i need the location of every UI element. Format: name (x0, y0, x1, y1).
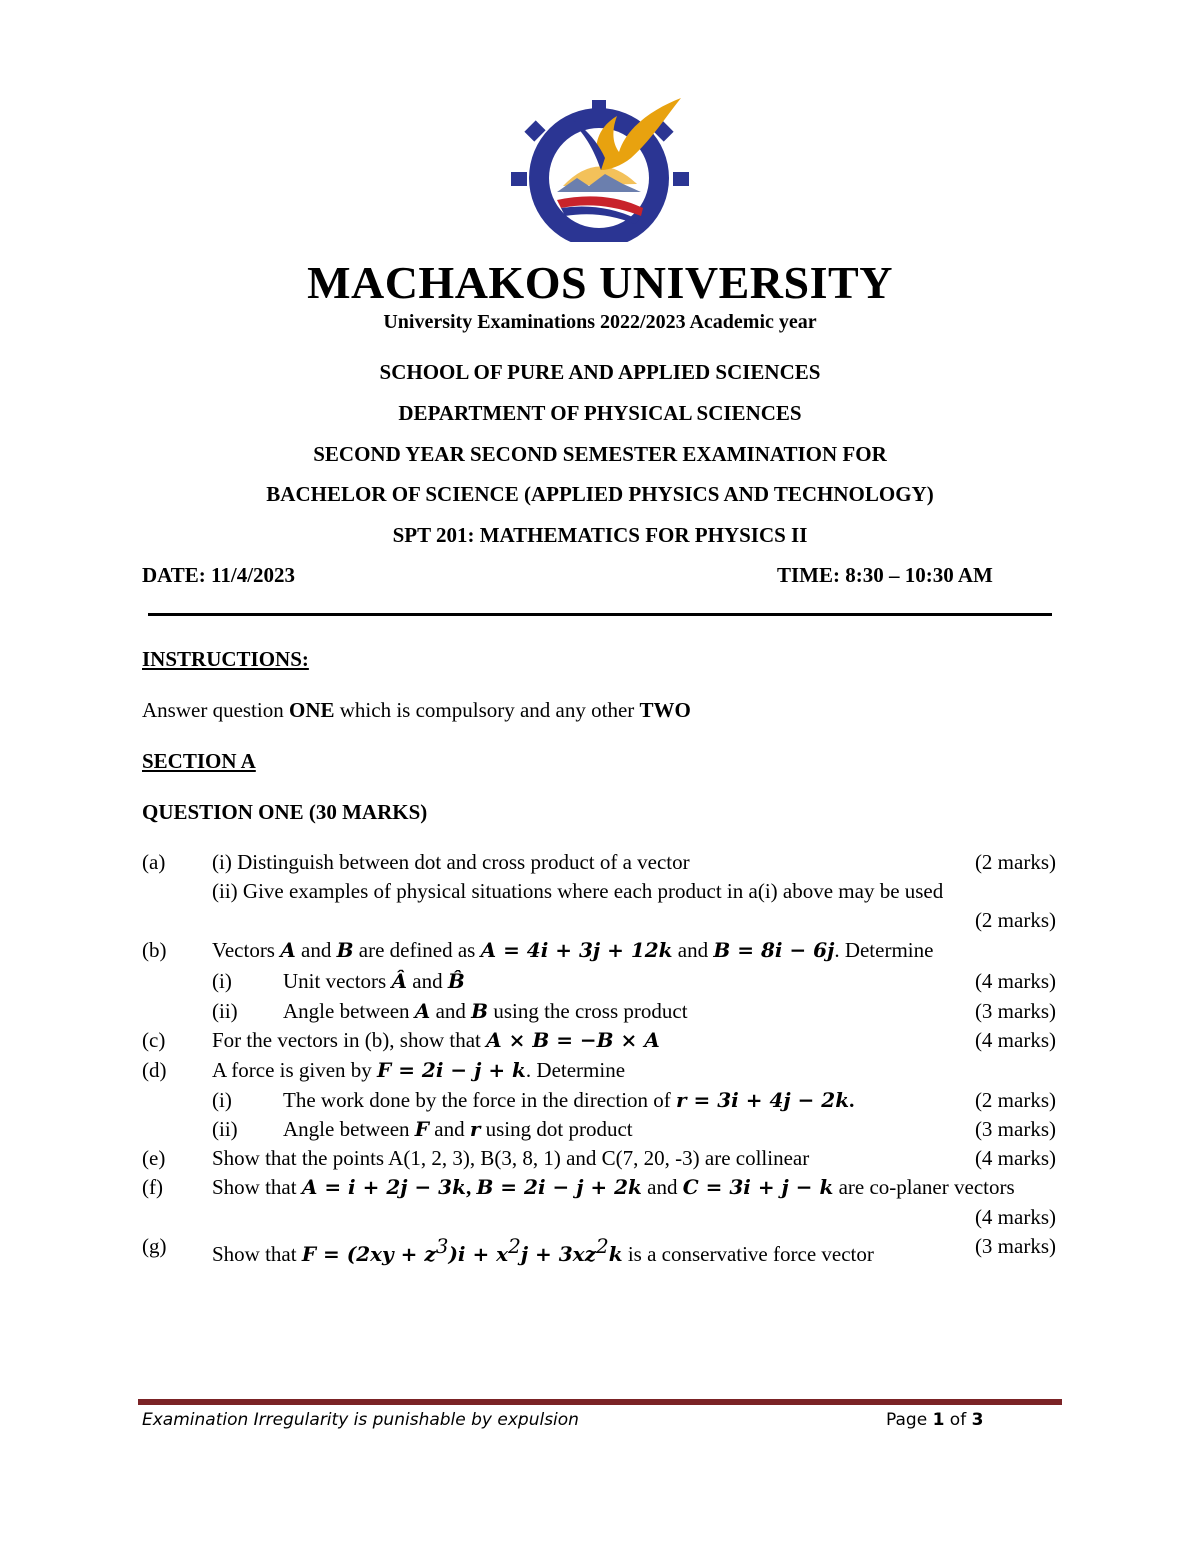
department-name: DEPARTMENT OF PHYSICAL SCIENCES (398, 401, 802, 425)
q-c-text: For the vectors in (b), show that A × B = −B × A (212, 1028, 660, 1052)
q-a-ii: (ii) Give examples of physical situations where each product in a(i) above may be used (212, 879, 944, 903)
q-e-text: Show that the points A(1, 2, 3), B(3, 8, 1) and C(7, 20, -3) are collinear (212, 1146, 810, 1170)
programme-name: BACHELOR OF SCIENCE (APPLIED PHYSICS AND TECHNOLOGY) (266, 482, 934, 506)
exam-time: TIME: 8:30 – 10:30 AM (777, 563, 993, 587)
page-number: Page 1 of 3 (886, 1410, 984, 1430)
q-a-label: (a) (142, 850, 166, 874)
q-b-label: (b) (142, 938, 167, 962)
exam-date: DATE: 11/4/2023 (142, 563, 296, 587)
q-b-i-text: Unit vectors Â and B̂ (283, 969, 465, 993)
q-f-marks: (4 marks) (974, 1205, 1056, 1229)
q-d-i-marks: (2 marks) (974, 1088, 1056, 1112)
q-b-ii-marks: (3 marks) (974, 999, 1056, 1023)
q-e-marks: (4 marks) (974, 1146, 1056, 1170)
footer-note: Examination Irregularity is punishable by expulsion (142, 1410, 579, 1430)
exam-year: University Examinations 2022/2023 Academic year (383, 311, 817, 333)
university-logo (505, 96, 695, 242)
school-name: SCHOOL OF PURE AND APPLIED SCIENCES (379, 360, 821, 384)
q-g-label: (g) (142, 1234, 167, 1258)
course-title: SPT 201: MATHEMATICS FOR PHYSICS II (392, 523, 808, 547)
section-heading: SECTION A (142, 749, 256, 773)
university-title: MACHAKOS UNIVERSITY (307, 257, 893, 308)
q-d-i-text: The work done by the force in the direction of r = 3i + 4j − 2k. (283, 1088, 855, 1112)
instructions-heading: INSTRUCTIONS: (142, 647, 309, 671)
q-c-marks: (4 marks) (974, 1028, 1056, 1052)
q-f-label: (f) (142, 1175, 163, 1199)
question-heading: QUESTION ONE (30 MARKS) (142, 800, 428, 824)
q-b-ii-text: Angle between A and B using the cross product (283, 999, 688, 1023)
instructions-text: Answer question ONE which is compulsory and any other TWO (142, 698, 691, 722)
q-d-i-label: (i) (212, 1088, 232, 1112)
q-e-label: (e) (142, 1146, 166, 1170)
q-d-ii-label: (ii) (212, 1117, 238, 1141)
q-a-ii-marks: (2 marks) (974, 908, 1056, 932)
q-g-marks: (3 marks) (974, 1234, 1056, 1258)
q-f-text: Show that A = i + 2j − 3k, B = 2i − j + 2k and C = 3i + j − k are co-planer vectors (212, 1175, 1015, 1199)
q-d-ii-text: Angle between F and r using dot product (283, 1117, 633, 1141)
q-d-label: (d) (142, 1058, 167, 1082)
q-b-text: Vectors A and B are defined as A = 4i + 3j + 12k and B = 8i − 6j. Determine (212, 938, 934, 962)
q-d-text: A force is given by F = 2i − j + k. Determine (212, 1058, 626, 1082)
q-b-i-label: (i) (212, 969, 232, 993)
q-g-text: Show that $F = (2xy + z^3)i + x^2j + 3xz^2k$ is a conservative force vector (212, 1234, 874, 1266)
header-divider (148, 613, 1052, 616)
q-d-ii-marks: (3 marks) (974, 1117, 1056, 1141)
q-c-label: (c) (142, 1028, 166, 1052)
q-b-ii-label: (ii) (212, 999, 238, 1023)
footer-rule (138, 1399, 1062, 1405)
q-b-i-marks: (4 marks) (974, 969, 1056, 993)
exam-title: SECOND YEAR SECOND SEMESTER EXAMINATION FOR (313, 442, 887, 466)
q-a-i-marks: (2 marks) (974, 850, 1056, 874)
q-a-i: (i) Distinguish between dot and cross product of a vector (212, 850, 690, 874)
